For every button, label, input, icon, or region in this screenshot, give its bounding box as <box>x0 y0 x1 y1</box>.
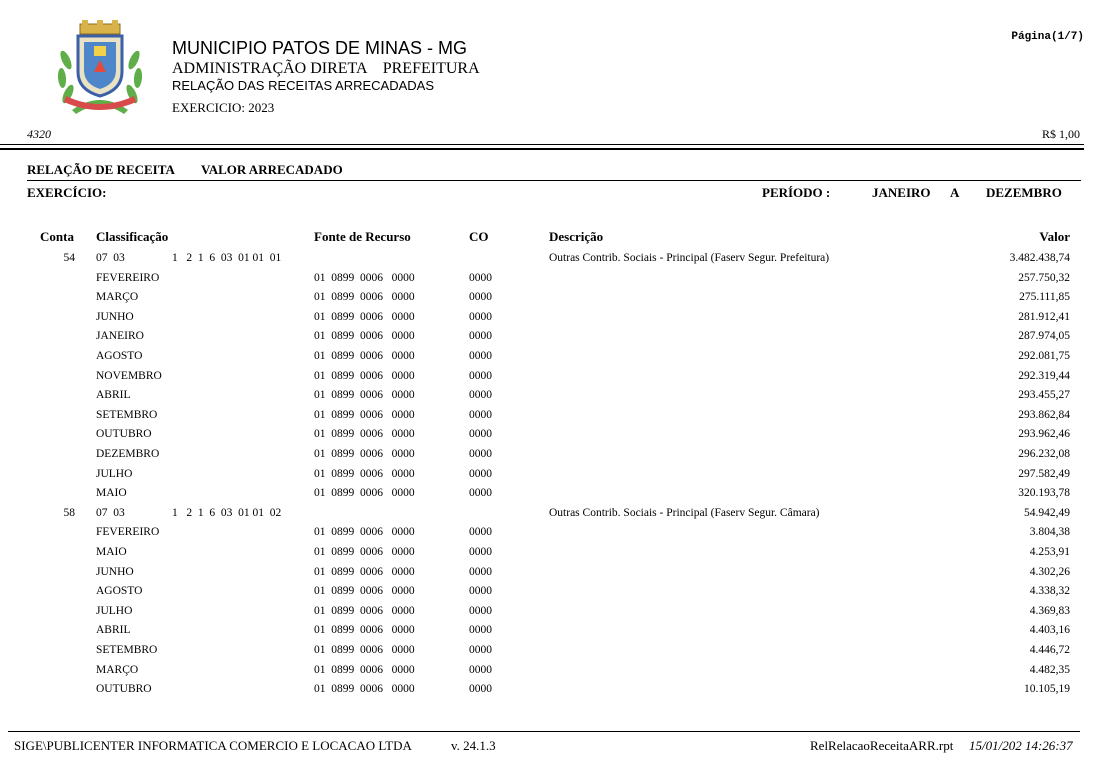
cell-co: 0000 <box>469 369 492 382</box>
cell-fonte: 01 0899 0006 0000 <box>314 467 415 480</box>
cell-classificacao: ABRIL <box>96 389 131 402</box>
cell-classificacao: 07 03 <box>96 252 125 264</box>
cell-descricao: Outras Contrib. Sociais - Principal (Faserv Segur. Câmara) <box>549 506 820 519</box>
cell-co: 0000 <box>469 546 492 558</box>
cell-classificacao-code: 1 2 1 6 03 01 01 01 <box>172 252 282 264</box>
cell-classificacao: FEVEREIRO <box>96 271 160 284</box>
cell-valor: 292.319,44 <box>1018 369 1070 382</box>
table-row <box>0 468 1118 487</box>
footer-divider <box>8 731 1080 732</box>
exercise-label: EXERCÍCIO: <box>27 185 107 200</box>
table-row <box>0 389 1118 408</box>
report-code: 4320 <box>27 127 51 141</box>
table-row <box>0 566 1118 585</box>
period-separator: A <box>950 185 960 200</box>
cell-valor: 292.081,75 <box>1018 350 1070 362</box>
cell-valor: 281.912,41 <box>1018 310 1070 323</box>
footer-datetime: 15/01/202 14:26:37 <box>969 738 1073 753</box>
cell-classificacao: FEVEREIRO <box>96 526 160 539</box>
cell-fonte: 01 0899 0006 0000 <box>314 526 415 539</box>
table-row <box>0 291 1118 310</box>
cell-fonte: 01 0899 0006 0000 <box>314 546 415 558</box>
cell-fonte: 01 0899 0006 0000 <box>314 408 415 421</box>
cell-valor: 293.455,27 <box>1018 389 1070 402</box>
report-name: RELAÇÃO DAS RECEITAS ARRECADADAS <box>172 78 434 93</box>
cell-fonte: 01 0899 0006 0000 <box>314 644 415 656</box>
cell-classificacao: JULHO <box>96 604 133 617</box>
cell-co: 0000 <box>469 526 492 539</box>
cell-valor: 54.942,49 <box>1024 506 1070 519</box>
table-row <box>0 664 1118 683</box>
table-row <box>0 683 1118 702</box>
column-header-descricao: Descrição <box>549 229 604 244</box>
table-row <box>0 644 1118 663</box>
cell-fonte: 01 0899 0006 0000 <box>314 369 415 382</box>
cell-fonte: 01 0899 0006 0000 <box>314 663 415 676</box>
cell-valor: 4.403,16 <box>1029 624 1070 637</box>
cell-valor: 3.482.438,74 <box>1009 252 1070 264</box>
cell-valor: 4.253,91 <box>1029 546 1070 558</box>
cell-valor: 10.105,19 <box>1024 683 1070 696</box>
cell-co: 0000 <box>469 663 492 676</box>
cell-co: 0000 <box>469 585 492 598</box>
cell-descricao: Outras Contrib. Sociais - Principal (Faserv Segur. Prefeitura) <box>549 252 830 264</box>
table-row <box>0 624 1118 643</box>
cell-classificacao: JULHO <box>96 467 133 480</box>
page-number: Página(1/7) <box>1011 31 1084 43</box>
cell-conta: 54 <box>63 252 75 264</box>
table-row <box>0 330 1118 349</box>
cell-classificacao: 07 03 <box>96 506 125 519</box>
table-row <box>0 428 1118 447</box>
cell-fonte: 01 0899 0006 0000 <box>314 291 415 304</box>
cell-valor: 4.338,32 <box>1029 585 1070 598</box>
column-header-co: CO <box>469 229 489 244</box>
cell-valor: 287.974,05 <box>1018 330 1070 343</box>
administration-label: ADMINISTRAÇÃO DIRETA PREFEITURA <box>172 60 480 77</box>
cell-co: 0000 <box>469 624 492 637</box>
cell-valor: 4.446,72 <box>1029 644 1070 656</box>
cell-fonte: 01 0899 0006 0000 <box>314 487 415 500</box>
cell-co: 0000 <box>469 271 492 284</box>
cell-co: 0000 <box>469 389 492 402</box>
cell-classificacao: NOVEMBRO <box>96 369 162 382</box>
municipal-coat-of-arms-logo <box>52 20 148 118</box>
currency-unit: R$ 1,00 <box>1041 127 1080 141</box>
municipality-title: MUNICIPIO PATOS DE MINAS - MG <box>172 38 468 58</box>
cell-valor: 3.804,38 <box>1029 526 1070 539</box>
cell-classificacao: JUNHO <box>96 310 134 323</box>
cell-fonte: 01 0899 0006 0000 <box>314 389 415 402</box>
column-header-valor: Valor <box>1039 229 1070 244</box>
cell-classificacao: AGOSTO <box>96 585 143 598</box>
cell-classificacao: OUTUBRO <box>96 428 152 441</box>
section-subtitle: VALOR ARRECADADO <box>201 162 343 177</box>
table-row <box>0 370 1118 389</box>
header-divider <box>0 144 1084 145</box>
cell-valor: 293.962,46 <box>1018 428 1070 441</box>
cell-fonte: 01 0899 0006 0000 <box>314 448 415 460</box>
cell-fonte: 01 0899 0006 0000 <box>314 310 415 323</box>
footer-company: SIGE\PUBLICENTER INFORMATICA COMERCIO E LOCACAO LTDA <box>14 738 412 753</box>
table-row <box>0 526 1118 545</box>
cell-co: 0000 <box>469 408 492 421</box>
table-row <box>0 605 1118 624</box>
column-header-classificacao: Classificação <box>96 229 169 244</box>
cell-valor: 297.582,49 <box>1018 467 1070 480</box>
cell-co: 0000 <box>469 604 492 617</box>
cell-co: 0000 <box>469 644 492 656</box>
cell-fonte: 01 0899 0006 0000 <box>314 604 415 617</box>
table-row <box>0 448 1118 467</box>
cell-co: 0000 <box>469 467 492 480</box>
header-divider-thick <box>0 148 1084 150</box>
cell-classificacao: AGOSTO <box>96 350 143 362</box>
cell-valor: 320.193,78 <box>1018 487 1070 500</box>
cell-fonte: 01 0899 0006 0000 <box>314 624 415 637</box>
column-header-conta: Conta <box>40 229 74 244</box>
cell-fonte: 01 0899 0006 0000 <box>314 565 415 578</box>
cell-co: 0000 <box>469 291 492 304</box>
cell-classificacao: SETEMBRO <box>96 644 158 656</box>
cell-classificacao: JANEIRO <box>96 330 144 343</box>
cell-classificacao: JUNHO <box>96 565 134 578</box>
cell-fonte: 01 0899 0006 0000 <box>314 683 415 696</box>
table-row <box>0 585 1118 604</box>
cell-fonte: 01 0899 0006 0000 <box>314 428 415 441</box>
table-row <box>0 252 1118 271</box>
section-title: RELAÇÃO DE RECEITA <box>27 162 175 177</box>
cell-valor: 4.369,83 <box>1029 604 1070 617</box>
cell-classificacao: MAIO <box>96 546 127 558</box>
cell-co: 0000 <box>469 683 492 696</box>
period-to: DEZEMBRO <box>986 185 1062 200</box>
cell-co: 0000 <box>469 350 492 362</box>
table-row <box>0 311 1118 330</box>
table-row <box>0 350 1118 369</box>
period-label: PERÍODO : <box>762 185 831 200</box>
exercise-year: EXERCICIO: 2023 <box>172 100 275 115</box>
footer-version: v. 24.1.3 <box>451 738 496 753</box>
table-row <box>0 546 1118 565</box>
cell-classificacao: OUTUBRO <box>96 683 152 696</box>
cell-classificacao: MARÇO <box>96 663 139 676</box>
cell-co: 0000 <box>469 330 492 343</box>
cell-valor: 4.482,35 <box>1029 663 1070 676</box>
cell-fonte: 01 0899 0006 0000 <box>314 330 415 343</box>
cell-valor: 275.111,85 <box>1019 291 1070 304</box>
cell-fonte: 01 0899 0006 0000 <box>314 585 415 598</box>
cell-classificacao: MARÇO <box>96 291 139 304</box>
table-row <box>0 487 1118 506</box>
section-divider <box>27 180 1081 181</box>
period-from: JANEIRO <box>872 185 931 200</box>
cell-co: 0000 <box>469 428 492 441</box>
cell-classificacao: DEZEMBRO <box>96 448 160 460</box>
cell-co: 0000 <box>469 565 492 578</box>
cell-co: 0000 <box>469 448 492 460</box>
cell-fonte: 01 0899 0006 0000 <box>314 350 415 362</box>
cell-fonte: 01 0899 0006 0000 <box>314 271 415 284</box>
table-row <box>0 272 1118 291</box>
cell-valor: 296.232,08 <box>1018 448 1070 460</box>
cell-classificacao-code: 1 2 1 6 03 01 01 02 <box>172 506 282 519</box>
table-row <box>0 507 1118 526</box>
table-row <box>0 409 1118 428</box>
cell-co: 0000 <box>469 487 492 500</box>
cell-co: 0000 <box>469 310 492 323</box>
cell-classificacao: ABRIL <box>96 624 131 637</box>
cell-valor: 257.750,32 <box>1018 271 1070 284</box>
cell-valor: 293.862,84 <box>1018 408 1070 421</box>
cell-classificacao: MAIO <box>96 487 127 500</box>
footer-report-file: RelRelacaoReceitaARR.rpt <box>810 738 954 753</box>
cell-conta: 58 <box>63 506 75 519</box>
cell-classificacao: SETEMBRO <box>96 408 158 421</box>
cell-valor: 4.302,26 <box>1029 565 1070 578</box>
column-header-fonte: Fonte de Recurso <box>314 229 411 244</box>
